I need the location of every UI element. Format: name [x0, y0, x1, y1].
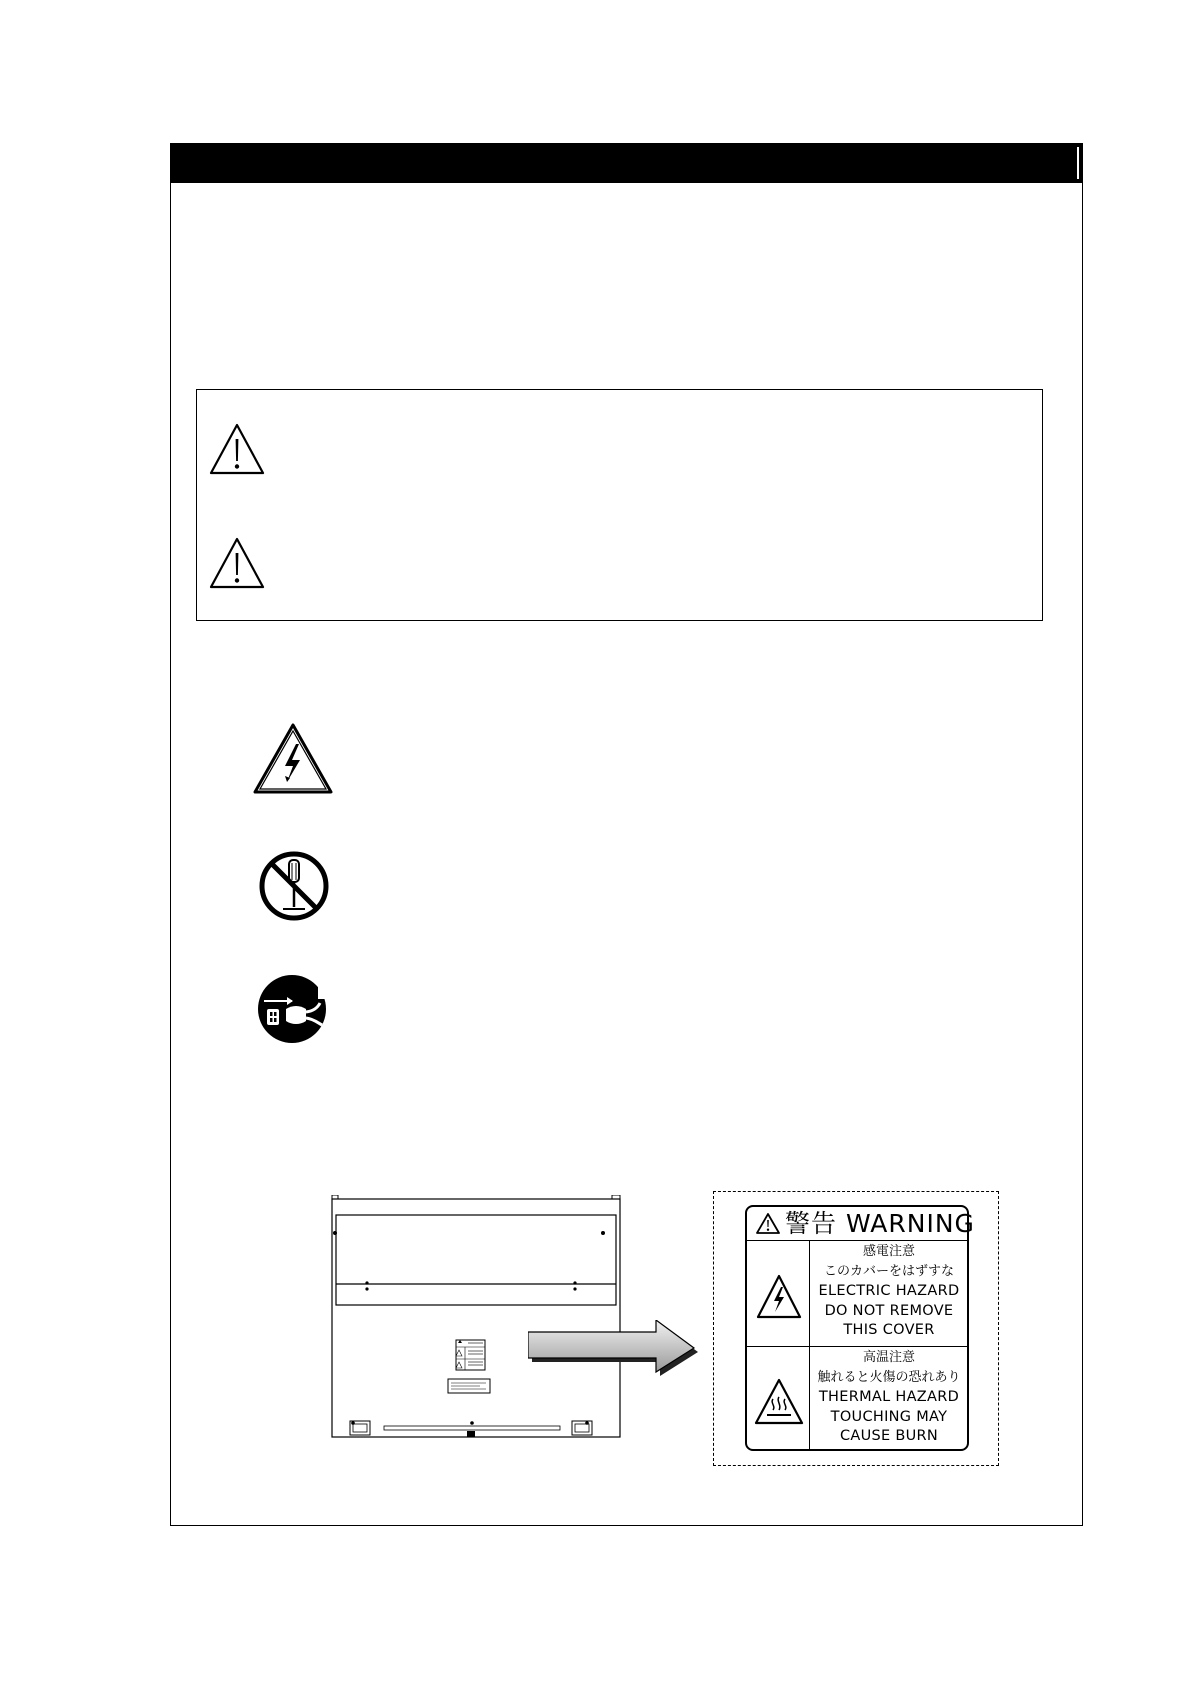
thermal-jp-text: 触れると火傷の恐れあり: [817, 1370, 961, 1385]
unplug-icon: [256, 973, 332, 1045]
callout-arrow: [528, 1320, 702, 1376]
warning-label-header: [747, 1207, 975, 1241]
label-divider-horizontal: [747, 1346, 967, 1347]
section-title-bar: [170, 143, 1083, 183]
warning-label-callout: [713, 1191, 999, 1466]
thermal-hazard-text: [811, 1348, 967, 1447]
electric-en-line: DO NOT REMOVE: [824, 1302, 954, 1319]
electric-hazard-icon: [252, 722, 334, 796]
no-disassembly-icon: [257, 849, 331, 923]
thermal-jp-title: 高温注意: [862, 1350, 915, 1365]
electric-hazard-icon: [755, 1273, 803, 1321]
thermal-en-line: CAUSE BURN: [839, 1428, 939, 1444]
electric-en-line: THIS COVER: [843, 1322, 935, 1338]
electric-jp-text: このカバーをはずすな: [823, 1264, 954, 1279]
electric-en-line: ELECTRIC HAZARD: [818, 1283, 960, 1299]
title-bar-notch: [1077, 147, 1079, 179]
electric-jp-title: 感電注意: [862, 1244, 915, 1259]
thermal-en-line: TOUCHING MAY: [830, 1408, 948, 1425]
warning-triangle-icon: [207, 421, 267, 477]
electric-hazard-text: [811, 1242, 967, 1341]
hot-surface-icon: [753, 1377, 805, 1427]
warning-triangle-icon: [755, 1212, 781, 1235]
warning-label: [745, 1205, 975, 1451]
warning-triangle-icon: [207, 535, 267, 591]
label-divider-vertical: [809, 1241, 810, 1449]
warning-notice-box: [196, 389, 1043, 621]
warning-label-title: 警告 WARNING: [785, 1209, 975, 1238]
thermal-en-line: THERMAL HAZARD: [818, 1389, 960, 1405]
